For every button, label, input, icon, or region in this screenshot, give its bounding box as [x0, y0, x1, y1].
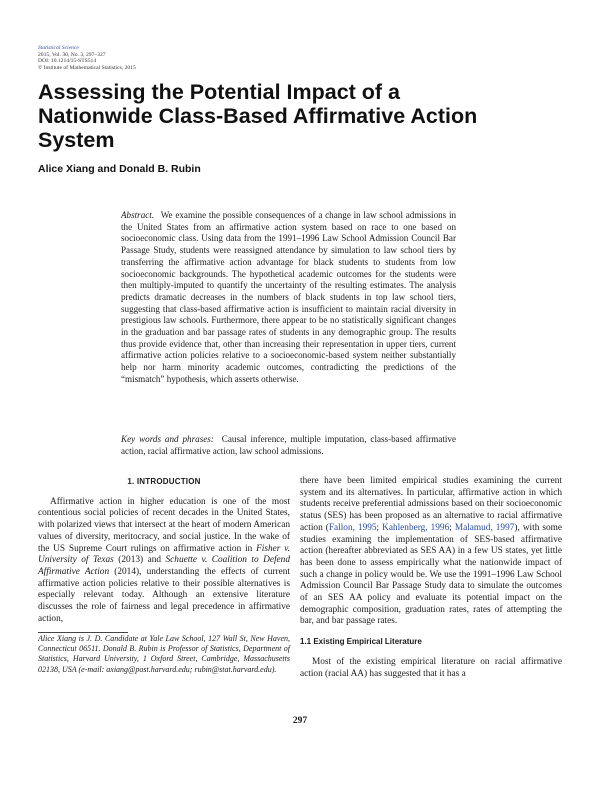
reference-link[interactable]: Malamud, 1997 [454, 522, 515, 533]
intro-paragraph-1-continued [300, 476, 562, 628]
journal-name: Statistical Science [38, 45, 79, 51]
abstract-text: We examine the possible consequences of a change in law school admissions in the United States from an affirmative action system based on race to one based on socioeconomic class. Using data from the 1991–1996 Law School Admission Council Bar Passage Study, students were reassigned attendance by simulation to law school tiers by transferring the affirmative action advantage for black students to students from low socioeconomic backgrounds. The hypothetical academic outcomes for the students were then multiply-imputed to quantify the uncertainty of the resulting estimates. The analysis predicts dramatic decreases in the numbers of black students in top law school tiers, suggesting that class-based affirmative action is insufficient to maintain racial diversity in prestigious law schools. Furthermore, there appear to be no statistically significant changes in the graduation and bar passage rates of students in any demographic group. The results thus provide evidence that, other than increasing their representation in upper tiers, current affirmative action policies relative to a socioeconomic-based system neither substantially help nor harm minority academic outcomes, contradicting the predictions of the “mismatch” hypothesis, which asserts otherwise. [121, 210, 457, 384]
footnote-divider [38, 632, 128, 633]
case-citation: Fisher v. University of Texas [38, 543, 290, 566]
paper-authors: Alice Xiang and Donald B. Rubin [38, 163, 201, 175]
intro-text: (2014), understanding the effects of current affirmative action policies relative to their possible alternatives is especially relevant today. Although an extensive literature discusses the role of fairness and legal precedence in affirmative action, [38, 566, 290, 624]
author-footnote: Alice Xiang is J. D. Candidate at Yale Law School, 127 Wall St, New Haven, Connecticut 06511. Donald B. Rubin is Professor of Statistics, Department of Statistics, Harvard University, 1 Oxford Street, Cambridge, Massachusetts 02138, USA (e-mail: axiang@post.harvard.edu; rubin@stat.harvard.edu). [38, 634, 290, 674]
paper-title: Assessing the Potential Impact of a Nationwide Class-Based Affirmative Action System [38, 80, 478, 152]
literature-paragraph-1: Most of the existing empirical literature on racial affirmative action (racial AA) has suggested that it has a [300, 656, 562, 679]
journal-doi: DOI: 10.1214/15-STS514 [38, 58, 97, 64]
intro-paragraph-1 [38, 497, 290, 626]
section-heading-introduction: 1. INTRODUCTION [127, 477, 201, 486]
journal-volume: 2015, Vol. 30, No. 3, 297–327 [38, 51, 106, 58]
abstract-label: Abstract. [121, 210, 155, 220]
abstract [121, 210, 456, 386]
page-number: 297 [292, 716, 308, 726]
subsection-heading-existing-literature: 1.1 Existing Empirical Literature [300, 637, 422, 647]
reference-link[interactable]: Kahlenberg, 1996 [382, 522, 450, 533]
keywords [121, 434, 456, 457]
journal-header [38, 45, 136, 71]
intro-text: there have been limited empirical studies examining the current system and its alternatives. In particular, affirmative action in which students receive preferential admissions based on their socioeconomic status (SES) has been proposed as an alternative to racial affirmative action ( [300, 476, 562, 533]
intro-text: ), with some studies examining the implementation of SES-based affirmative action (hereafter abbreviated as SES AA) in a few US states, yet little has been done to assess empirically what the nationwide impact of such a change in policy would be. We use the 1991–1996 Law School Admission Council Bar Passage Study data to simulate the outcomes of an SES AA policy and evaluate its potential impact on the demographic composition, graduation rates, rates of attempting the bar, and bar passage rates. [300, 522, 562, 627]
left-column [38, 476, 290, 625]
right-column [300, 476, 562, 680]
journal-copyright: © Institute of Mathematical Statistics, 2015 [38, 64, 136, 71]
case-citation: Schuette v. Coalition to Defend Affirmative Action [38, 555, 290, 577]
intro-text: Affirmative action in higher education is one of the most contentious social policies of recent decades in the United States, with polarized views that intersect at the heart of modern American values of diversity, meritocracy, and social justice. In the wake of the US Supreme Court rulings on affirmative action in [38, 496, 290, 554]
citation-separator: ; [376, 522, 383, 533]
citation-separator: ; [449, 522, 455, 533]
keywords-label: Key words and phrases: [121, 434, 214, 444]
keywords-text: Causal inference, multiple imputation, class-based affirmative action, racial affirmative action, law school admissions. [121, 434, 456, 456]
reference-link[interactable]: Fallon, 1995 [328, 522, 377, 533]
intro-text: (2013) and [113, 555, 166, 566]
